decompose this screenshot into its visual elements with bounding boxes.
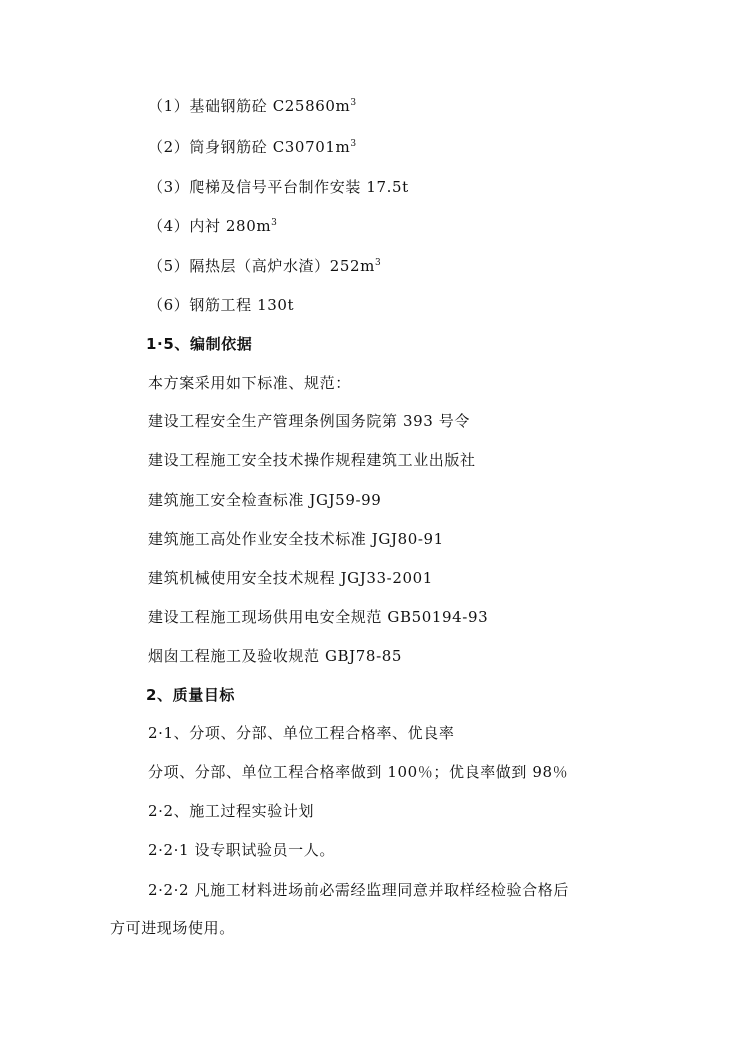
item-5-text: （5）隔热层（高炉水渣）252m [148, 257, 375, 275]
section-intro: 本方案采用如下标准、规范： [148, 374, 351, 392]
list-item [148, 96, 357, 116]
standard-item: 建设工程安全生产管理条例国务院第 393 号令 [148, 412, 470, 430]
item-5-sup: 3 [375, 258, 382, 268]
item-1-text: （1）基础钢筋砼 C25860m [148, 97, 351, 115]
clause-2-2-2-continuation: 方可进现场使用。 [110, 919, 235, 937]
item-2-text: （2）筒身钢筋砼 C30701m [148, 138, 351, 156]
clause-2-2-2: 2·2·2 凡施工材料进场前必需经监理同意并取样经检验合格后 [148, 881, 569, 899]
item-6-text: （6）钢筋工程 130t [148, 296, 295, 314]
subsection-text-2-1: 分项、分部、单位工程合格率做到 100％；优良率做到 98％ [148, 763, 569, 781]
standard-item: 建设工程施工安全技术操作规程建筑工业出版社 [148, 451, 476, 469]
list-item [148, 256, 381, 276]
list-item [148, 137, 357, 157]
standard-item: 建筑机械使用安全技术规程 JGJ33-2001 [148, 569, 433, 587]
list-item [148, 295, 294, 315]
section-heading-2: 2、质量目标 [146, 686, 236, 704]
item-3-text: （3）爬梯及信号平台制作安装 17.5t [148, 178, 409, 196]
list-item [148, 216, 278, 236]
item-2-sup: 3 [350, 139, 357, 149]
item-1-sup: 3 [350, 98, 357, 108]
section-heading-1-5: 1·5、编制依据 [146, 335, 253, 353]
standard-item: 建筑施工高处作业安全技术标准 JGJ80-91 [148, 530, 444, 548]
standard-item: 建筑施工安全检查标准 JGJ59-99 [148, 491, 382, 509]
clause-2-2-1: 2·2·1 设专职试验员一人。 [148, 841, 335, 859]
subsection-title-2-1: 2·1、分项、分部、单位工程合格率、优良率 [148, 724, 455, 742]
item-4-sup: 3 [271, 218, 278, 228]
subsection-title-2-2: 2·2、施工过程实验计划 [148, 802, 315, 820]
standard-item: 烟囱工程施工及验收规范 GBJ78-85 [148, 647, 403, 665]
list-item [148, 177, 409, 197]
standard-item: 建设工程施工现场供用电安全规范 GB50194-93 [148, 608, 489, 626]
item-4-text: （4）内衬 280m [148, 217, 272, 235]
